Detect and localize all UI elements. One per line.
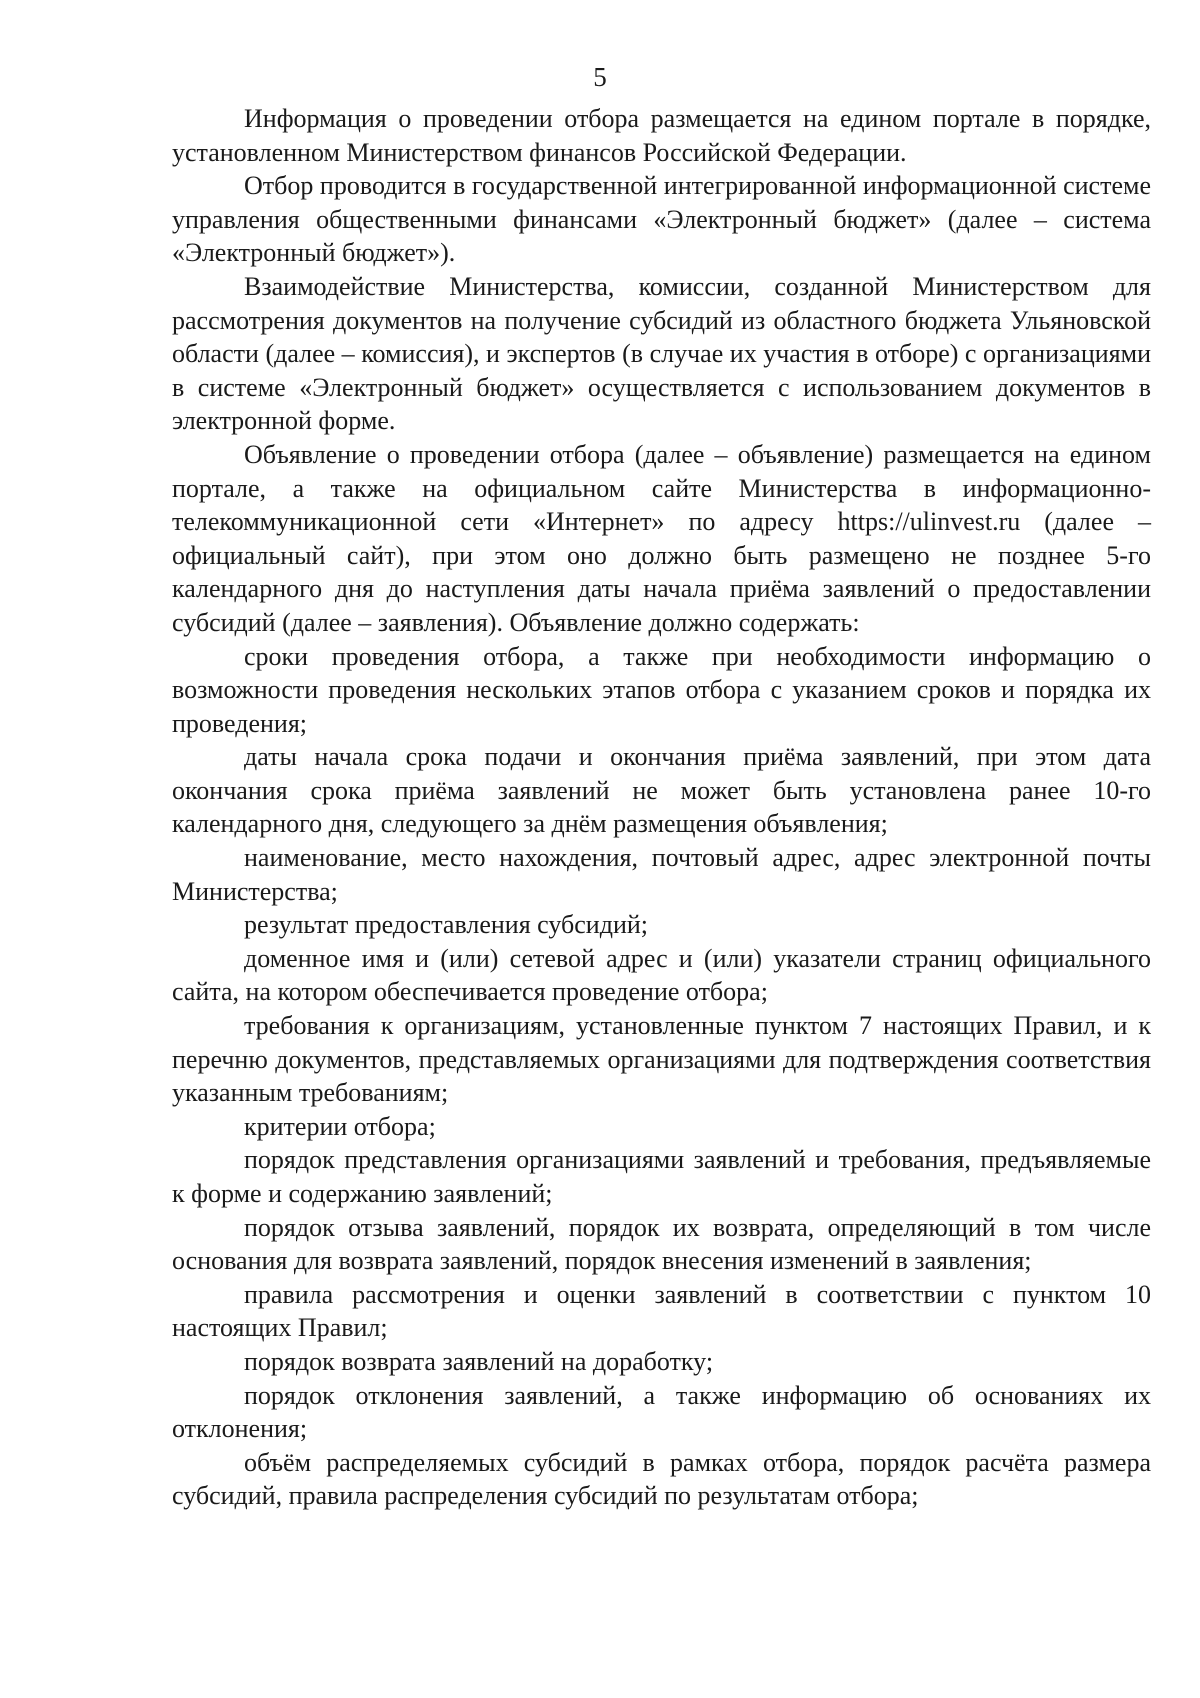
list-item-evaluation-rules: правила рассмотрения и оценки заявлений в соответствии с пунктом 10 настоящих Правил; bbox=[172, 1279, 1151, 1343]
paragraph-announcement-content: Объявление о проведении отбора (далее – объявление) размещается на едином портале, а также на официальном сайте Министерства в информационно-телекоммуникационной сети «Интернет» по адресу https://ulinvest.ru (далее – официальный сайт), при этом оно должно быть размещено не позднее 5-го календарного дня до наступления даты начала приёма заявлений о предоставлении субсидий (далее – заявления). Объявление должно содержать: bbox=[172, 439, 1151, 637]
list-item-rejection-procedure: порядок отклонения заявлений, а также информацию об основаниях их отклонения; bbox=[172, 1380, 1151, 1444]
list-item-subsidy-result: результат предоставления субсидий; bbox=[244, 910, 648, 940]
list-item-return-for-revision: порядок возврата заявлений на доработку; bbox=[244, 1346, 714, 1376]
document-body bbox=[172, 102, 1151, 1513]
list-item-application-procedure: порядок представления организациями заявлений и требования, предъявляемые к форме и содержанию заявлений; bbox=[172, 1145, 1151, 1208]
list-item-application-withdrawal: порядок отзыва заявлений, порядок их возврата, определяющий в том числе основания для возврата заявлений, порядок внесения изменений в заявления; bbox=[172, 1212, 1151, 1276]
list-item-selection-criteria: критерии отбора; bbox=[244, 1111, 436, 1141]
paragraph-selection-system: Отбор проводится в государственной интегрированной информационной системе управления общественными финансами «Электронный бюджет» (далее – система «Электронный бюджет»). bbox=[172, 171, 1151, 268]
list-item-organization-requirements: требования к организациям, установленные пунктом 7 настоящих Правил, и к перечню документов, представляемых организациями для подтверждения соответствия указанным требованиям; bbox=[172, 1011, 1151, 1108]
list-item-domain-name: доменное имя и (или) сетевой адрес и (или) указатели страниц официального сайта, на котором обеспечивается проведение отбора; bbox=[172, 943, 1151, 1007]
list-item-ministry-contacts: наименование, место нахождения, почтовый адрес, адрес электронной почты Министерства; bbox=[172, 843, 1151, 906]
list-item-subsidy-volume: объём распределяемых субсидий в рамках отбора, порядок расчёта размера субсидий, правила распределения субсидий по результатам отбора; bbox=[172, 1447, 1151, 1511]
paragraph-announcement-portal: Информация о проведении отбора размещается на едином портале в порядке, установленном Министерством финансов Российской Федерации. bbox=[172, 104, 1151, 167]
paragraph-interaction: Взаимодействие Министерства, комиссии, созданной Министерством для рассмотрения документов на получение субсидий из областного бюджета Ульяновской области (далее – комиссия), и экспертов (в случае их участия в отборе) с организациями в системе «Электронный бюджет» осуществляется с использованием документов в электронной форме. bbox=[172, 271, 1151, 436]
list-item-selection-terms: сроки проведения отбора, а также при необходимости информацию о возможности проведения нескольких этапов отбора с указанием сроков и порядка их проведения; bbox=[172, 641, 1151, 738]
list-item-application-dates: даты начала срока подачи и окончания приёма заявлений, при этом дата окончания срока приёма заявлений не может быть установлена ранее 10-го календарного дня, следующего за днём размещения объявления; bbox=[172, 742, 1151, 839]
page-number: 5 bbox=[593, 62, 607, 92]
